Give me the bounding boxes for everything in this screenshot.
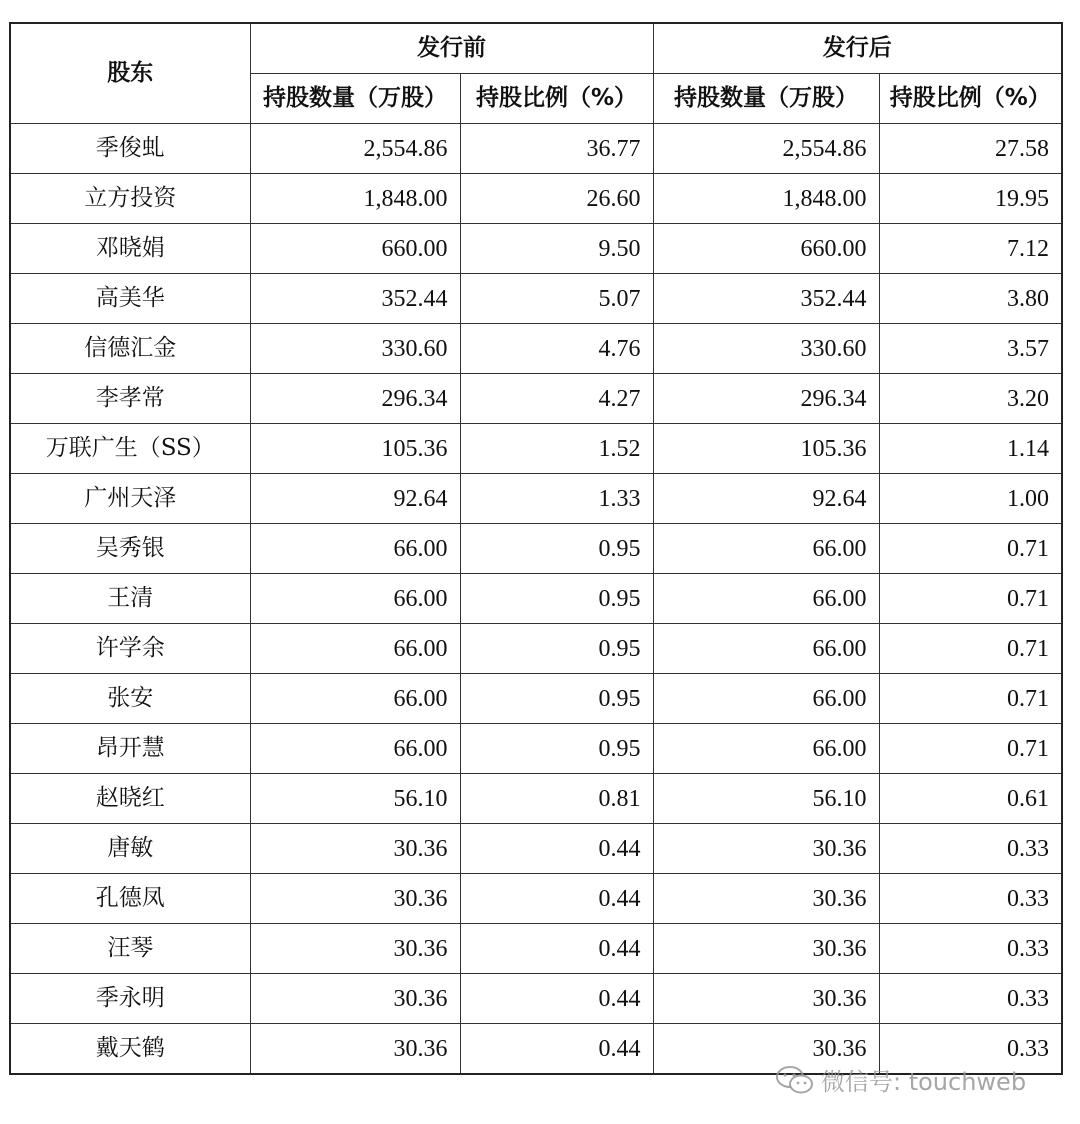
ratio-before-cell: 4.27: [460, 374, 653, 424]
table-row: [10, 774, 1062, 824]
header-before-issue: 发行前: [250, 23, 653, 74]
shareholding-table: [9, 22, 1063, 1075]
shares-after-cell: 66.00: [653, 524, 879, 574]
ratio-after-cell: 0.71: [879, 574, 1062, 624]
table-row: [10, 724, 1062, 774]
shareholder-name-cell: 戴天鹤: [10, 1024, 250, 1075]
ratio-after-cell: 7.12: [879, 224, 1062, 274]
shares-before-cell: 1,848.00: [250, 174, 460, 224]
shares-before-cell: 56.10: [250, 774, 460, 824]
table-row: [10, 924, 1062, 974]
shares-after-cell: 66.00: [653, 724, 879, 774]
watermark-text: 微信号: touchweb: [821, 1068, 1027, 1096]
ratio-before-cell: 0.44: [460, 1024, 653, 1075]
ratio-after-cell: 0.71: [879, 624, 1062, 674]
ratio-before-cell: 0.44: [460, 924, 653, 974]
shareholder-name-cell: 张安: [10, 674, 250, 724]
shares-before-cell: 30.36: [250, 974, 460, 1024]
wechat-icon: [775, 1065, 815, 1095]
ratio-before-cell: 36.77: [460, 124, 653, 174]
table-row: [10, 374, 1062, 424]
shares-after-cell: 30.36: [653, 974, 879, 1024]
table-header: [10, 23, 1062, 124]
shareholder-name-cell: 立方投资: [10, 174, 250, 224]
shares-after-cell: 660.00: [653, 224, 879, 274]
shares-before-cell: 66.00: [250, 724, 460, 774]
header-shares-before: 持股数量（万股）: [250, 74, 460, 124]
shares-after-cell: 30.36: [653, 924, 879, 974]
shareholding-table-container: [9, 22, 1061, 1075]
ratio-before-cell: 0.95: [460, 624, 653, 674]
shares-after-cell: 56.10: [653, 774, 879, 824]
shares-before-cell: 92.64: [250, 474, 460, 524]
shares-after-cell: 2,554.86: [653, 124, 879, 174]
ratio-before-cell: 0.95: [460, 574, 653, 624]
header-after-issue: 发行后: [653, 23, 1062, 74]
shares-before-cell: 66.00: [250, 524, 460, 574]
ratio-after-cell: 0.61: [879, 774, 1062, 824]
table-row: [10, 174, 1062, 224]
ratio-after-cell: 27.58: [879, 124, 1062, 174]
shares-before-cell: 30.36: [250, 874, 460, 924]
ratio-after-cell: 1.14: [879, 424, 1062, 474]
ratio-after-cell: 19.95: [879, 174, 1062, 224]
shares-after-cell: 352.44: [653, 274, 879, 324]
shareholder-name-cell: 王清: [10, 574, 250, 624]
shares-after-cell: 105.36: [653, 424, 879, 474]
shares-before-cell: 660.00: [250, 224, 460, 274]
table-row: [10, 124, 1062, 174]
header-ratio-before: 持股比例（%）: [460, 74, 653, 124]
ratio-before-cell: 0.81: [460, 774, 653, 824]
table-row: [10, 524, 1062, 574]
shareholder-name-cell: 昂开慧: [10, 724, 250, 774]
table-row: [10, 824, 1062, 874]
shareholder-name-cell: 吴秀银: [10, 524, 250, 574]
ratio-after-cell: 3.80: [879, 274, 1062, 324]
ratio-before-cell: 0.44: [460, 974, 653, 1024]
shareholder-name-cell: 李孝常: [10, 374, 250, 424]
ratio-after-cell: 0.71: [879, 724, 1062, 774]
shares-before-cell: 330.60: [250, 324, 460, 374]
shareholder-name-cell: 赵晓红: [10, 774, 250, 824]
ratio-before-cell: 0.95: [460, 724, 653, 774]
shareholder-name-cell: 唐敏: [10, 824, 250, 874]
shares-before-cell: 66.00: [250, 674, 460, 724]
ratio-after-cell: 0.71: [879, 674, 1062, 724]
table-row: [10, 224, 1062, 274]
shares-after-cell: 66.00: [653, 574, 879, 624]
shareholder-name-cell: 广州天泽: [10, 474, 250, 524]
header-shareholder: 股东: [10, 23, 250, 124]
ratio-after-cell: 3.20: [879, 374, 1062, 424]
shares-after-cell: 30.36: [653, 1024, 879, 1075]
ratio-before-cell: 1.33: [460, 474, 653, 524]
ratio-before-cell: 5.07: [460, 274, 653, 324]
ratio-before-cell: 0.95: [460, 674, 653, 724]
shares-before-cell: 30.36: [250, 1024, 460, 1075]
ratio-after-cell: 1.00: [879, 474, 1062, 524]
shares-after-cell: 92.64: [653, 474, 879, 524]
shares-after-cell: 66.00: [653, 624, 879, 674]
shares-after-cell: 330.60: [653, 324, 879, 374]
shareholder-name-cell: 邓晓娟: [10, 224, 250, 274]
table-row: [10, 674, 1062, 724]
shares-after-cell: 1,848.00: [653, 174, 879, 224]
ratio-after-cell: 0.33: [879, 1024, 1062, 1075]
shares-before-cell: 352.44: [250, 274, 460, 324]
header-shares-after: 持股数量（万股）: [653, 74, 879, 124]
ratio-after-cell: 0.33: [879, 824, 1062, 874]
shares-after-cell: 30.36: [653, 824, 879, 874]
shares-after-cell: 30.36: [653, 874, 879, 924]
ratio-after-cell: 0.33: [879, 974, 1062, 1024]
watermark: [775, 1062, 1026, 1097]
table-row: [10, 874, 1062, 924]
table-row: [10, 274, 1062, 324]
shares-after-cell: 66.00: [653, 674, 879, 724]
shareholder-name-cell: 许学余: [10, 624, 250, 674]
shareholder-name-cell: 季俊虬: [10, 124, 250, 174]
ratio-before-cell: 0.95: [460, 524, 653, 574]
table-row: [10, 574, 1062, 624]
ratio-after-cell: 0.33: [879, 924, 1062, 974]
ratio-before-cell: 0.44: [460, 874, 653, 924]
header-ratio-after: 持股比例（%）: [879, 74, 1062, 124]
shareholder-name-cell: 高美华: [10, 274, 250, 324]
shares-before-cell: 2,554.86: [250, 124, 460, 174]
ratio-before-cell: 0.44: [460, 824, 653, 874]
table-row: [10, 474, 1062, 524]
ratio-before-cell: 26.60: [460, 174, 653, 224]
table-row: [10, 424, 1062, 474]
table-row: [10, 324, 1062, 374]
shares-before-cell: 30.36: [250, 824, 460, 874]
shares-after-cell: 296.34: [653, 374, 879, 424]
shareholder-name-cell: 万联广生（SS）: [10, 424, 250, 474]
ratio-after-cell: 0.71: [879, 524, 1062, 574]
table-row: [10, 974, 1062, 1024]
shares-before-cell: 105.36: [250, 424, 460, 474]
ratio-after-cell: 3.57: [879, 324, 1062, 374]
shares-before-cell: 66.00: [250, 624, 460, 674]
shares-before-cell: 66.00: [250, 574, 460, 624]
shareholder-name-cell: 汪琴: [10, 924, 250, 974]
header-row-1: [10, 23, 1062, 74]
ratio-before-cell: 4.76: [460, 324, 653, 374]
shares-before-cell: 30.36: [250, 924, 460, 974]
ratio-before-cell: 1.52: [460, 424, 653, 474]
shareholder-name-cell: 季永明: [10, 974, 250, 1024]
shareholder-name-cell: 信德汇金: [10, 324, 250, 374]
shares-before-cell: 296.34: [250, 374, 460, 424]
table-row: [10, 624, 1062, 674]
ratio-before-cell: 9.50: [460, 224, 653, 274]
table-body: [10, 124, 1062, 1075]
ratio-after-cell: 0.33: [879, 874, 1062, 924]
shareholder-name-cell: 孔德凤: [10, 874, 250, 924]
